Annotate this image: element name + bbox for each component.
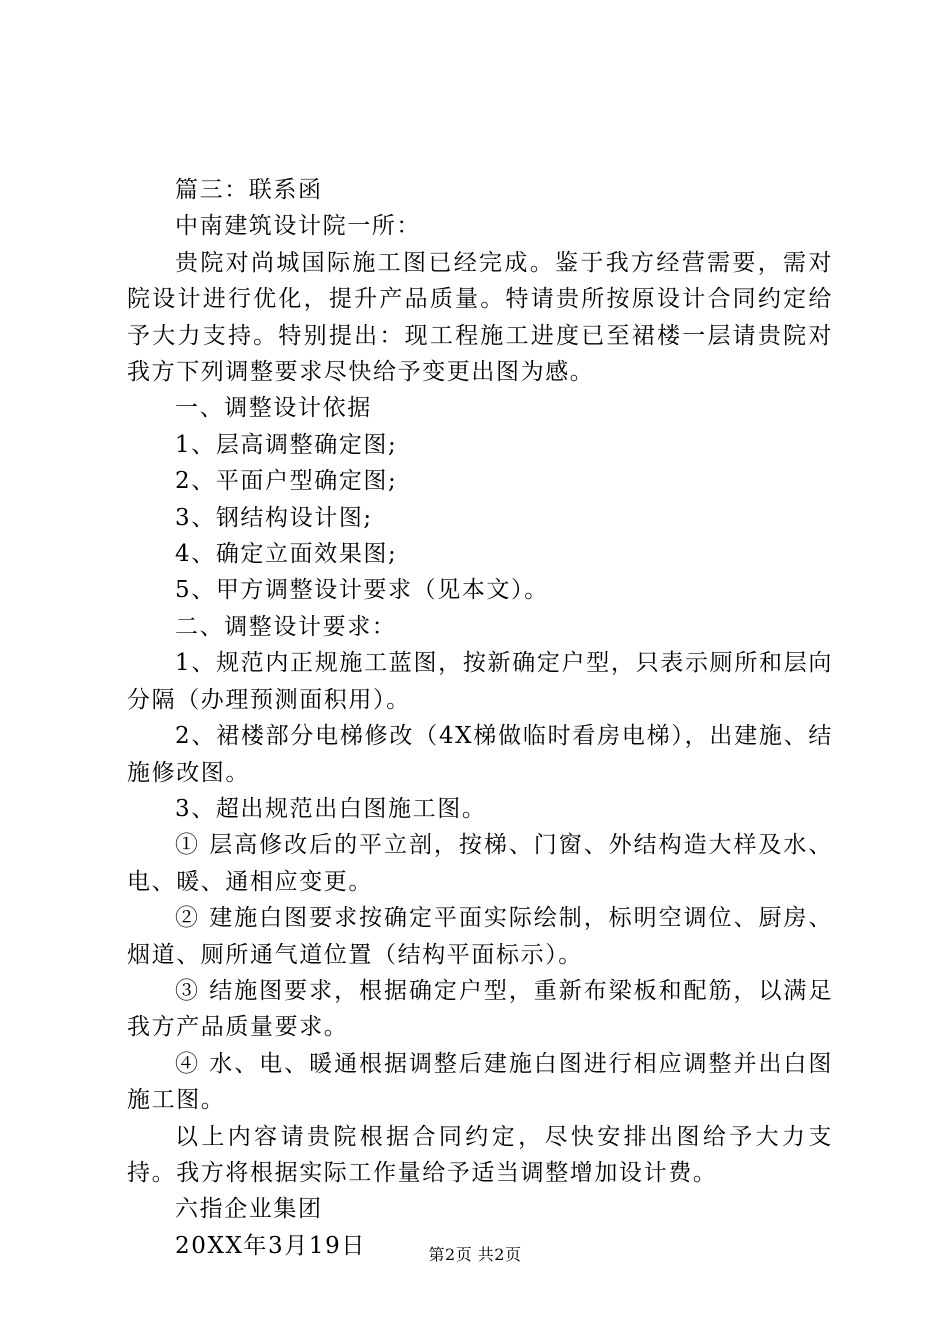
section-heading-requirements: 二、调整设计要求： — [175, 613, 397, 640]
page-number-footer: 第2页 共2页 — [428, 1245, 522, 1264]
sub-item-1: ① 层高修改后的平立剖，按梯、门窗、外结构造大样及水、电、暖、通相应变更。 — [127, 832, 833, 895]
requirement-item-2: 2、裙楼部分电梯修改（4X梯做临时看房电梯），出建施、结施修改图。 — [127, 723, 833, 786]
basis-item-1: 1、层高调整确定图; — [175, 431, 398, 458]
sub-item-4: ④ 水、电、暖通根据调整后建施白图进行相应调整并出白图施工图。 — [127, 1050, 833, 1114]
closing-paragraph: 以上内容请贵院根据合同约定，尽快安排出图给予大力支持。我方将根据实际工作量给予适当调整增加设计费。 — [127, 1123, 833, 1186]
section-heading-basis: 一、调整设计依据 — [175, 395, 372, 422]
intro-paragraph: 贵院对尚城国际施工图已经完成。鉴于我方经营需要，需对院设计进行优化，提升产品质量。特请贵所按原设计合同约定给予大力支持。特别提出：现工程施工进度已至裙楼一层请贵院对我方下列调整要求尽快给予变更出图为感。 — [127, 249, 833, 386]
letter-heading: 篇三：联系函 — [175, 177, 323, 203]
basis-item-3: 3、钢结构设计图; — [175, 504, 373, 531]
letter-date: 20XX年3月19日 — [175, 1232, 366, 1259]
sub-item-2: ② 建施白图要求按确定平面实际绘制，标明空调位、厨房、烟道、厕所通气道位置（结构平面标示）。 — [127, 905, 833, 968]
sub-item-3: ③ 结施图要求，根据确定户型，重新布梁板和配筋，以满足我方产品质量要求。 — [127, 977, 833, 1041]
requirement-item-3: 3、超出规范出白图施工图。 — [175, 795, 487, 822]
recipient-line: 中南建筑设计院一所： — [175, 213, 421, 240]
basis-item-5: 5、甲方调整设计要求（见本文）。 — [175, 577, 549, 604]
basis-item-2: 2、平面户型确定图; — [175, 468, 398, 495]
sender-signature: 六指企业集团 — [175, 1196, 323, 1223]
basis-item-4: 4、确定立面效果图; — [175, 541, 398, 568]
requirement-item-1: 1、规范内正规施工蓝图，按新确定户型，只表示厕所和层向分隔（办理预测面积用）。 — [127, 650, 833, 713]
letter-body — [127, 172, 833, 1264]
